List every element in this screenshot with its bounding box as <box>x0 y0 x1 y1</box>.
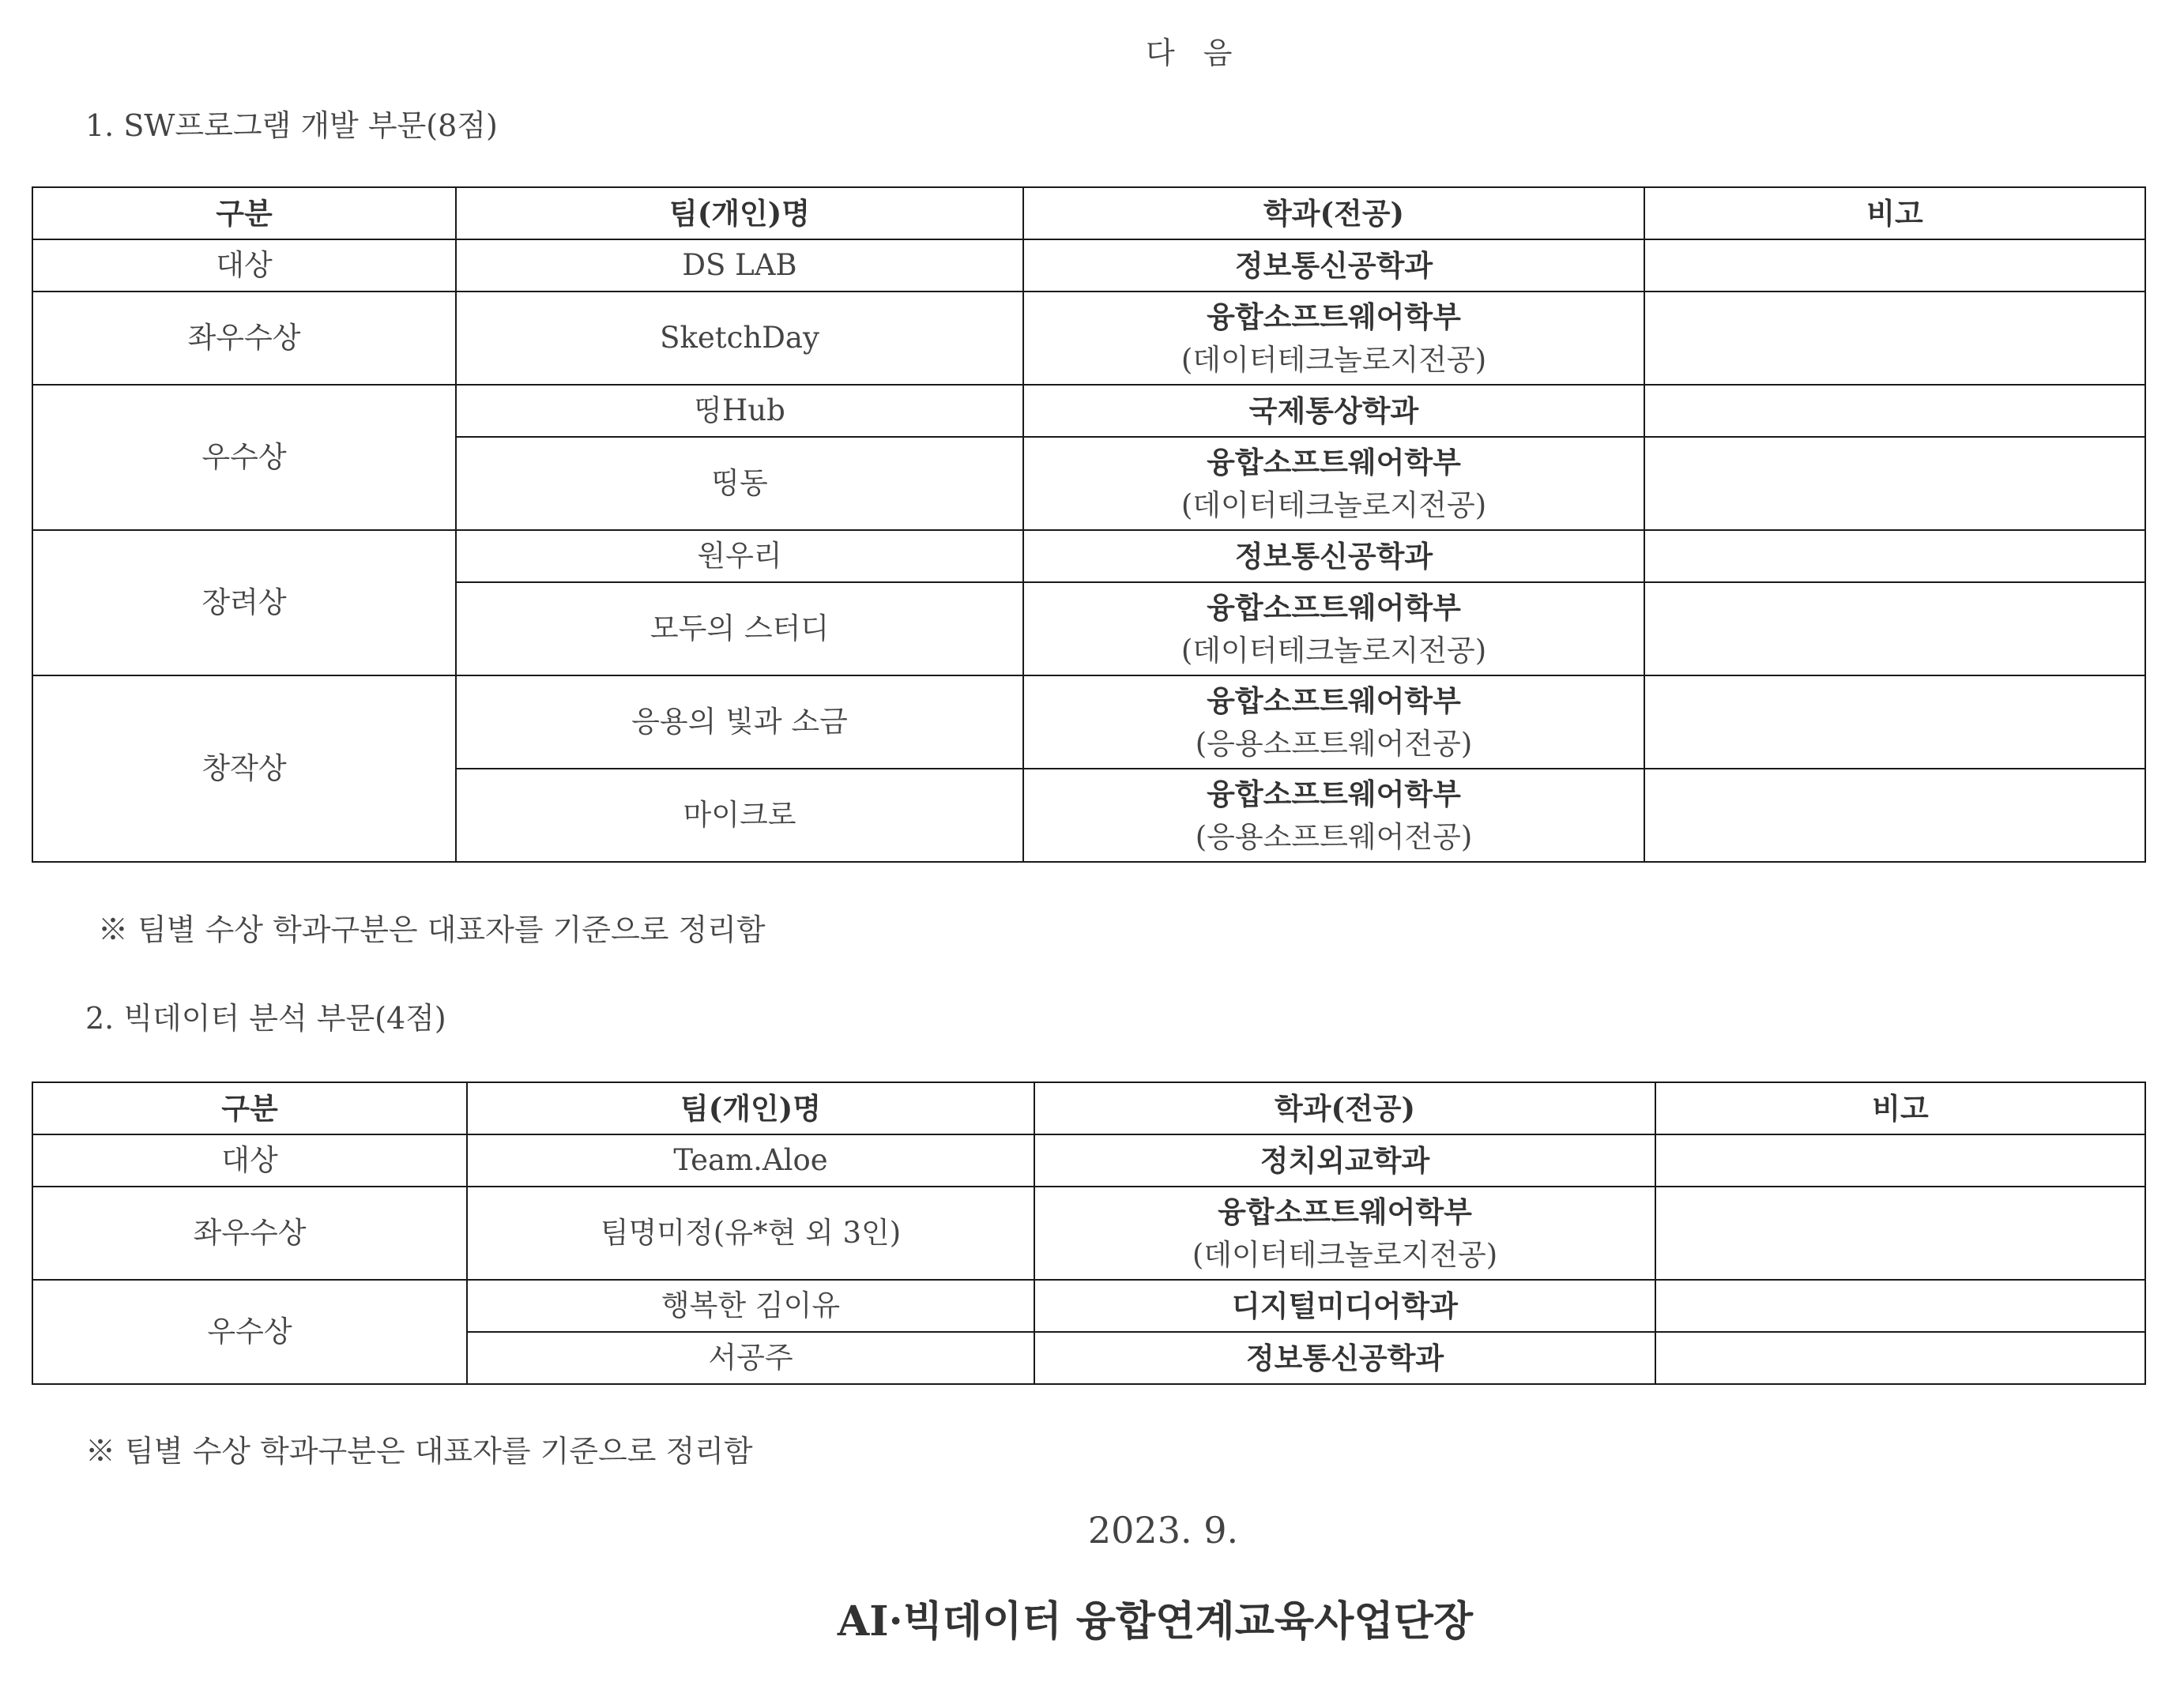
remarks <box>1644 292 2145 385</box>
team-name: 응용의 빛과 소금 <box>456 675 1023 769</box>
department <box>1034 1332 1655 1384</box>
team-name: 원우리 <box>456 530 1023 582</box>
department-name: 정보통신공학과 <box>1245 1340 1444 1375</box>
remarks <box>1655 1280 2145 1332</box>
award-category: 대상 <box>32 1134 467 1187</box>
table-row <box>32 530 2145 582</box>
section2-footnote: ※ 팀별 수상 학과구분은 대표자를 기준으로 정리함 <box>85 1434 753 1469</box>
department-name: 융합소프트웨어학부 <box>1218 1194 1472 1229</box>
team-name: 띵Hub <box>456 385 1023 437</box>
department <box>1023 530 1644 582</box>
award-category: 좌우수상 <box>32 292 456 385</box>
section1-title: 1. SW프로그램 개발 부문(8점) <box>85 108 498 143</box>
award-category: 장려상 <box>32 530 456 675</box>
column-header: 학과(전공) <box>1023 187 1644 239</box>
team-name: 띵동 <box>456 437 1023 530</box>
team-name: SketchDay <box>456 292 1023 385</box>
department <box>1023 385 1644 437</box>
major-name: (응용소프트웨어전공) <box>1195 819 1473 854</box>
remarks <box>1655 1134 2145 1187</box>
department-name: 융합소프트웨어학부 <box>1207 776 1461 811</box>
remarks <box>1644 530 2145 582</box>
table-header-row <box>32 187 2145 239</box>
section1-footnote: ※ 팀별 수상 학과구분은 대표자를 기준으로 정리함 <box>98 912 766 947</box>
table-row <box>32 1187 2145 1280</box>
award-category: 창작상 <box>32 675 456 862</box>
team-name: 팀명미정(유*현 외 3인) <box>467 1187 1034 1280</box>
remarks <box>1644 769 2145 862</box>
remarks <box>1644 437 2145 530</box>
award-category: 우수상 <box>32 385 456 530</box>
department-name: 융합소프트웨어학부 <box>1207 683 1461 718</box>
department-name: 융합소프트웨어학부 <box>1207 299 1461 334</box>
table-row <box>32 1280 2145 1332</box>
team-name: DS LAB <box>456 239 1023 292</box>
column-header: 팀(개인)명 <box>467 1082 1034 1134</box>
award-category: 우수상 <box>32 1280 467 1384</box>
table-row <box>32 385 2145 437</box>
issuing-organization: AI·빅데이터 융합연계교육사업단장 <box>837 1597 1474 1646</box>
major-name: (데이터테크놀로지전공) <box>1180 633 1487 668</box>
column-header: 구분 <box>32 1082 467 1134</box>
table-header-row <box>32 1082 2145 1134</box>
table-row <box>32 1134 2145 1187</box>
column-header: 팀(개인)명 <box>456 187 1023 239</box>
table-row <box>32 675 2145 769</box>
major-name: (응용소프트웨어전공) <box>1195 726 1473 761</box>
team-name: 서공주 <box>467 1332 1034 1384</box>
column-header: 학과(전공) <box>1034 1082 1655 1134</box>
major-name: (데이터테크놀로지전공) <box>1192 1237 1498 1272</box>
department <box>1023 239 1644 292</box>
department <box>1034 1187 1655 1280</box>
department-name: 디지털미디어학과 <box>1232 1288 1458 1323</box>
remarks <box>1644 675 2145 769</box>
department-name: 정보통신공학과 <box>1234 538 1433 574</box>
team-name: Team.Aloe <box>467 1134 1034 1187</box>
department-name: 정치외교학과 <box>1260 1142 1430 1178</box>
department <box>1023 292 1644 385</box>
remarks <box>1644 582 2145 675</box>
department-name: 융합소프트웨어학부 <box>1207 444 1461 480</box>
department <box>1023 582 1644 675</box>
department-name: 정보통신공학과 <box>1234 247 1433 283</box>
remarks <box>1655 1332 2145 1384</box>
department-name: 융합소프트웨어학부 <box>1207 589 1461 625</box>
team-name: 마이크로 <box>456 769 1023 862</box>
department <box>1023 769 1644 862</box>
major-name: (데이터테크놀로지전공) <box>1180 487 1487 522</box>
award-category: 좌우수상 <box>32 1187 467 1280</box>
column-header: 비고 <box>1655 1082 2145 1134</box>
department <box>1023 675 1644 769</box>
remarks <box>1655 1187 2145 1280</box>
column-header: 구분 <box>32 187 456 239</box>
team-name: 모두의 스터디 <box>456 582 1023 675</box>
remarks <box>1644 385 2145 437</box>
header-title: 다 음 <box>1146 36 1242 70</box>
column-header: 비고 <box>1644 187 2145 239</box>
major-name: (데이터테크놀로지전공) <box>1180 342 1487 377</box>
award-category: 대상 <box>32 239 456 292</box>
document-date: 2023. 9. <box>1087 1509 1239 1552</box>
team-name: 행복한 김이유 <box>467 1280 1034 1332</box>
department <box>1034 1280 1655 1332</box>
section2-title: 2. 빅데이터 분석 부문(4점) <box>85 1001 446 1036</box>
table-row <box>32 292 2145 385</box>
section2-table <box>32 1081 2146 1385</box>
section1-table <box>32 186 2146 863</box>
table-row <box>32 239 2145 292</box>
department <box>1023 437 1644 530</box>
department-name: 국제통상학과 <box>1248 393 1419 428</box>
department <box>1034 1134 1655 1187</box>
remarks <box>1644 239 2145 292</box>
